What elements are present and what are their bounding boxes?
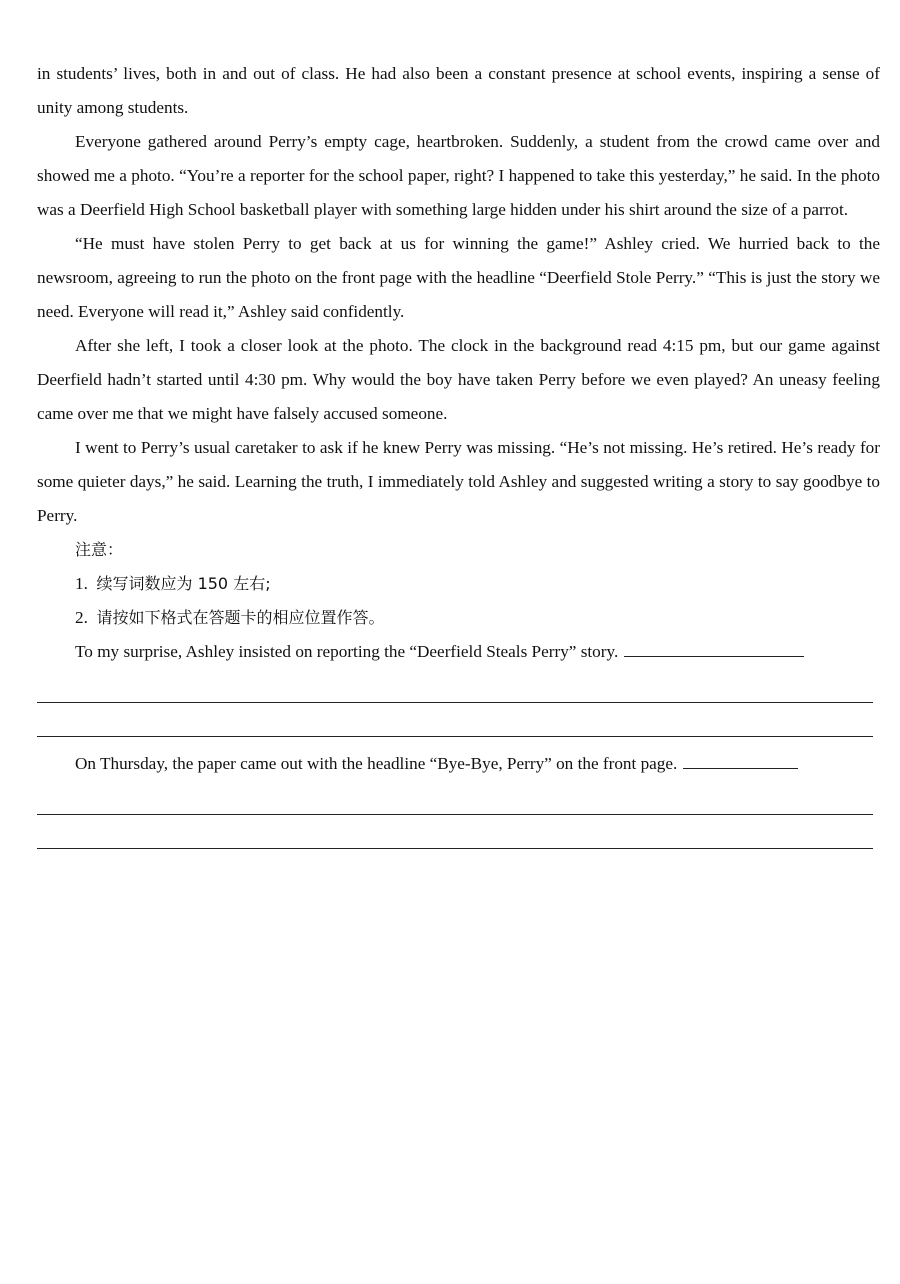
- notes-heading-text: 注意：: [75, 540, 124, 559]
- note-item-2-number: 2.: [75, 608, 88, 627]
- answer-line-4[interactable]: [37, 815, 873, 849]
- note-item-2: [37, 601, 880, 635]
- paragraph-4: After she left, I took a closer look at the photo. The clock in the background read 4:15 pm, but our game against Deerfield hadn’t started until 4:30 pm. Why would the boy have taken Perry before we even played? An uneasy feeling came over me that we might have falsely accused someone.: [37, 336, 880, 423]
- note-item-1: [37, 567, 880, 601]
- paragraph-3: “He must have stolen Perry to get back at us for winning the game!” Ashley cried. We hurried back to the newsroom, agreeing to run the photo on the front page with the headline “Deerfield Stole Perry.” “This is just the story we need. Everyone will read it,” Ashley said confidently.: [37, 234, 880, 321]
- answer-line-2[interactable]: [37, 703, 873, 737]
- answer-starter-1-text: To my surprise, Ashley insisted on reporting the “Deerfield Steals Perry” story.: [75, 642, 619, 661]
- note-item-2-text: 请按如下格式在答题卡的相应位置作答。: [96, 608, 385, 627]
- note-item-1-text: 续写词数应为 150 左右;: [96, 574, 271, 593]
- paragraph-1: in students’ lives, both in and out of class. He had also been a constant presence at school events, inspiring a sense of unity among students.: [37, 64, 880, 117]
- answer-line-1[interactable]: [37, 669, 873, 703]
- document-page: [37, 57, 880, 849]
- answer-blank-inline-1[interactable]: [624, 638, 804, 657]
- answer-blank-inline-2[interactable]: [683, 750, 798, 769]
- section-gap: [37, 737, 880, 747]
- paragraph-5: I went to Perry’s usual caretaker to ask if he knew Perry was missing. “He’s not missing. He’s retired. He’s ready for some quieter days,” he said. Learning the truth, I immediately told Ashley and suggested writing a story to say goodbye to Perry.: [37, 438, 880, 525]
- notes-heading: [37, 533, 880, 567]
- note-item-1-number: 1.: [75, 574, 88, 593]
- answer-starter-1: [37, 635, 880, 669]
- answer-starter-2-text: On Thursday, the paper came out with the headline “Bye-Bye, Perry” on the front page.: [75, 754, 678, 773]
- answer-starter-2: [37, 747, 880, 781]
- paragraph-2: Everyone gathered around Perry’s empty cage, heartbroken. Suddenly, a student from the crowd came over and showed me a photo. “You’re a reporter for the school paper, right? I happened to take this yesterday,” he said. In the photo was a Deerfield High School basketball player with something large hidden under his shirt around the size of a parrot.: [37, 132, 880, 219]
- answer-line-3[interactable]: [37, 781, 873, 815]
